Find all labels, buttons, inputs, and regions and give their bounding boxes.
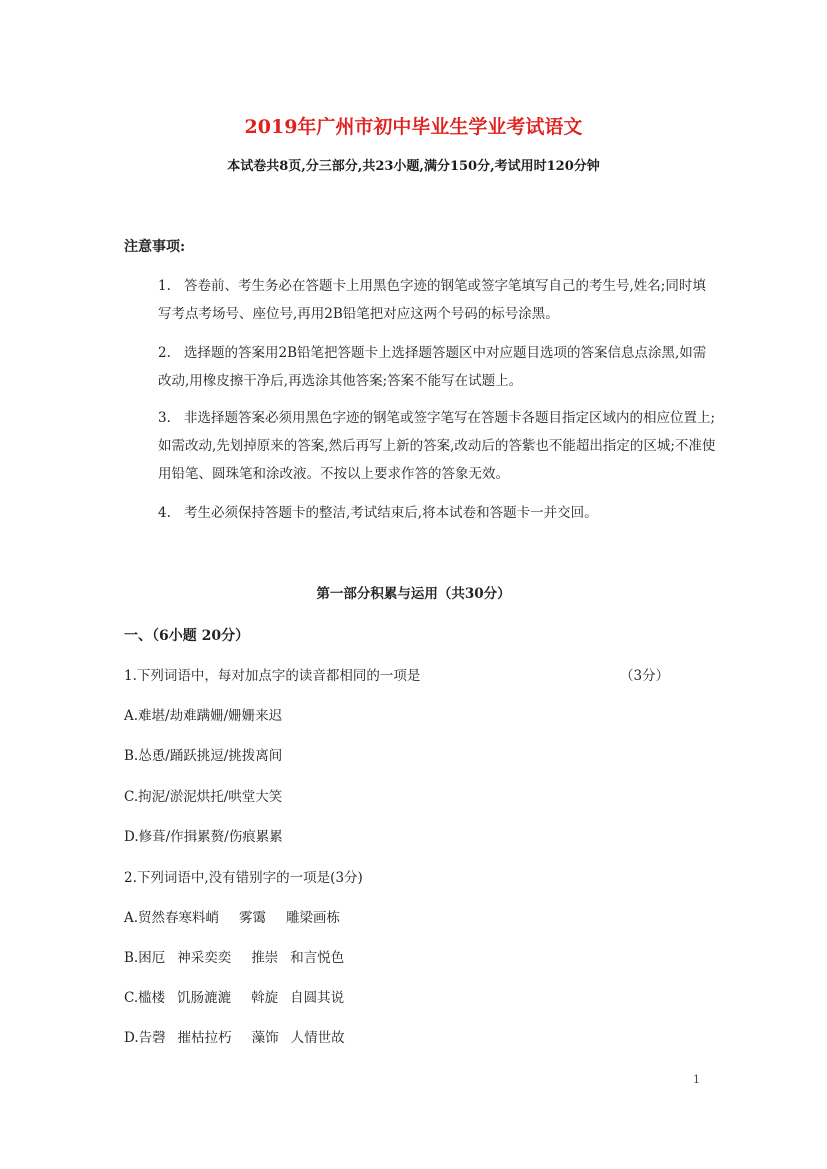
option-term: 饥肠漉漉 (177, 990, 232, 1006)
option-term: A.贸然春寒料峭 (124, 910, 220, 926)
option-term: 自圆其说 (290, 990, 345, 1006)
part-heading: 一、（6小题 20分） (124, 628, 250, 644)
option-term: 神采奕奕 (177, 950, 232, 966)
question-1-option-b: B.怂恿/踊跃挑逗/挑拨离间 (124, 748, 283, 764)
notice-item-4 (158, 499, 718, 527)
option-term: 藻饰 (251, 1030, 279, 1046)
page-subtitle: 本试卷共8页,分三部分,共23小题,满分150分,考试用时120分钟 (227, 159, 600, 174)
notice-item-3 (158, 404, 718, 488)
option-term: 推崇 (251, 950, 279, 966)
notice-item-number: 2. (158, 345, 171, 361)
option-term: 和言悦色 (290, 950, 345, 966)
page-number: 1 (693, 1073, 700, 1086)
notice-item-2 (158, 339, 718, 395)
question-1-option-a: A.难堪/劫难蹒姗/姗姗来迟 (124, 708, 283, 724)
question-2-option-c (124, 986, 344, 1006)
notice-item-text: 答卷前、考生务必在答题卡上用黑色字迹的钢笔或签字笔填写自己的考生号,姓名;同时填写考点考场号、座位号,再用2B铅笔把对应这两个号码的标号涂黑。 (158, 278, 706, 322)
question-2-stem: 2.下列词语中,没有错别字的一项是(3分) (124, 870, 363, 886)
notice-item-number: 1. (158, 278, 171, 294)
option-term: 雾霭 (239, 910, 267, 926)
option-term: 摧枯拉朽 (177, 1030, 232, 1046)
question-2-option-d (124, 1026, 345, 1046)
page-title: 2019年广州市初中毕业生学业考试语文 (244, 116, 583, 138)
notice-item-1 (158, 272, 718, 328)
question-2-option-a (124, 906, 340, 926)
notice-item-number: 4. (158, 505, 171, 521)
question-1-option-d: D.修葺/作揖累赘/伤痕累累 (124, 829, 283, 845)
notice-item-text: 选择题的答案用2B铅笔把答题卡上选择题答题区中对应题目选项的答案信息点涂黑,如需改动,用橡皮擦干净后,再选涂其他答案;答案不能写在试题上。 (158, 345, 707, 389)
option-term: 雕梁画栋 (286, 910, 341, 926)
option-term: C.槛楼 (124, 990, 166, 1006)
notice-item-text: 考生必须保持答题卡的整洁,考试结束后,将本试卷和答题卡一并交回。 (184, 505, 598, 521)
option-term: 人情世故 (290, 1030, 345, 1046)
question-1-score: （3分） (620, 668, 670, 684)
option-term: 斡旋 (251, 990, 279, 1006)
question-2-option-b (124, 946, 344, 966)
section-heading: 第一部分积累与运用（共30分） (316, 586, 511, 602)
notice-item-number: 3. (158, 410, 171, 426)
notice-item-text: 非选择题答案必须用黑色字迹的钢笔或签字笔写在答题卡各题目指定区域内的相应位置上;如需改动,先划掉原来的答案,然后再写上新的答案,改动后的答紫也不能超出指定的区城;不准使用铅笔、圆珠笔和涂改液。不按以上要求作答的答象无效。 (158, 410, 716, 482)
notice-heading: 注意事项: (124, 239, 186, 255)
question-1-stem: 1.下列词语中，每对加点字的读音都相同的一项是 (124, 668, 421, 684)
option-term: D.告磬 (124, 1030, 166, 1046)
question-1-option-c: C.拘泥/淤泥烘托/哄堂大笑 (124, 789, 283, 805)
option-term: B.困厄 (124, 950, 166, 966)
